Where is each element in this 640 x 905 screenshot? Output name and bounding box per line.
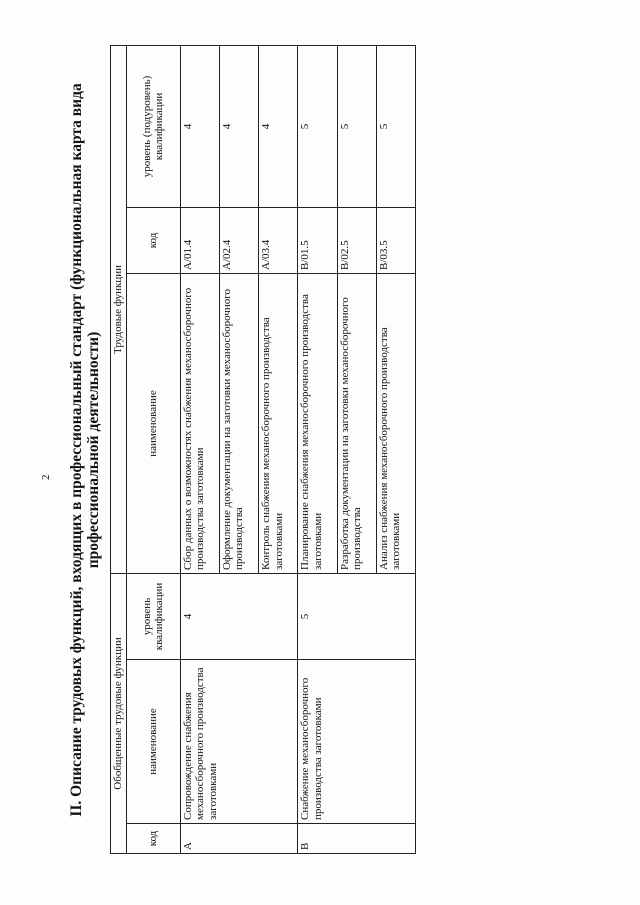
section-title: II. Описание трудовых функций, входящих в профессиональный стандарт (функциональная карта вида профессиональной деятельности): [68, 83, 102, 817]
function-code: В/01.5: [298, 207, 337, 273]
generalized-code: В: [298, 824, 416, 854]
function-code: В/02.5: [337, 207, 376, 273]
generalized-name: Сопровождение снабжения механосборочного производства заготовками: [180, 660, 298, 824]
header-generalized-functions: Обобщенные трудовые функции: [111, 573, 127, 853]
header-function-level: уровень (подуровень) квалификации: [126, 45, 180, 207]
header-labor-functions: Трудовые функции: [111, 45, 127, 573]
function-code: А/01.4: [180, 207, 219, 273]
functional-map-table: [110, 45, 416, 854]
table-row: [298, 45, 337, 853]
function-name: Разработка документации на заготовки механосборочного производства: [337, 273, 376, 573]
function-code: А/02.4: [219, 207, 258, 273]
function-level: 5: [376, 45, 415, 207]
header-code: код: [126, 824, 180, 854]
header-function-code: код: [126, 207, 180, 273]
generalized-code: А: [180, 824, 298, 854]
generalized-name: Снабжение механосборочного производства заготовками: [298, 660, 416, 824]
function-level: 4: [180, 45, 219, 207]
function-name: Контроль снабжения механосборочного производства заготовками: [259, 273, 298, 573]
header-function-name: наименование: [126, 273, 180, 573]
header-level: уровень квалификации: [126, 573, 180, 659]
rotated-content: [38, 20, 638, 880]
function-level: 5: [298, 45, 337, 207]
generalized-level: 4: [180, 573, 298, 659]
page-number: 2: [40, 474, 52, 480]
function-name: Сбор данных о возможностях снабжения механосборочного производства заготовками: [180, 273, 219, 573]
function-name: Оформление документации на заготовки механосборочного производства: [219, 273, 258, 573]
function-code: А/03.4: [259, 207, 298, 273]
function-name: Планирование снабжения механосборочного производства заготовками: [298, 273, 337, 573]
function-code: В/03.5: [376, 207, 415, 273]
function-level: 5: [337, 45, 376, 207]
generalized-level: 5: [298, 573, 416, 659]
function-level: 4: [219, 45, 258, 207]
function-level: 4: [259, 45, 298, 207]
function-name: Анализ снабжения механосборочного производства заготовками: [376, 273, 415, 573]
table-row: [180, 45, 219, 853]
header-name: наименование: [126, 660, 180, 824]
